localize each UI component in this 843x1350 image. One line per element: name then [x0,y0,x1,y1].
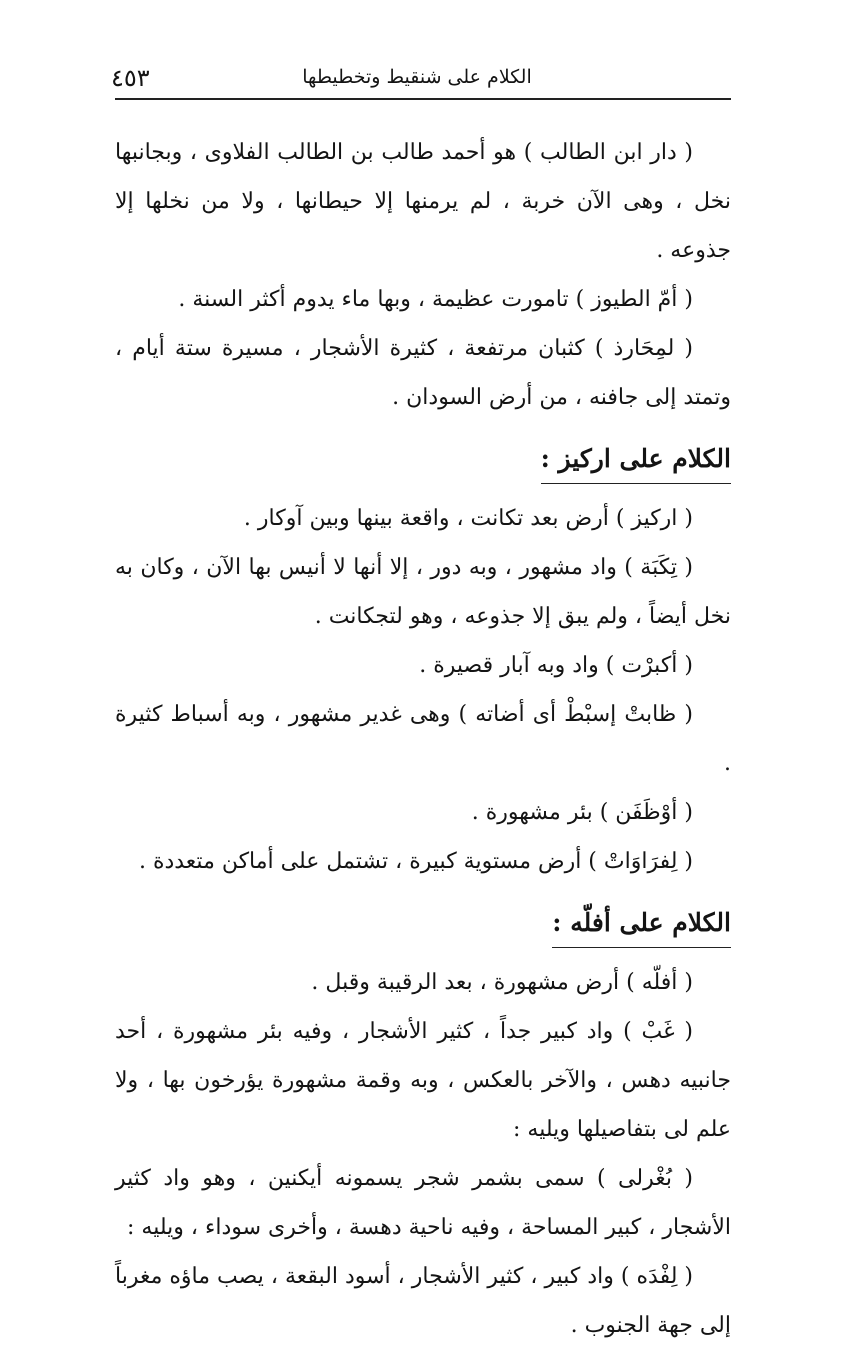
intro-block [115,128,731,422]
section-heading: الكلام على أفلّه : [552,901,731,948]
paragraph: ( غَبْ ) واد كبير جداً ، كثير الأشجار ، وفيه بئر مشهورة ، أحد جانبيه دهس ، والآخر بالعكس ، وبه وقمة مشهورة يؤرخون بها ، ولا علم لى بتفاصيلها ويليه : [115,1019,731,1142]
section-heading: الكلام على اركيز : [541,437,731,484]
paragraph: ( أوْظَفَن ) بئر مشهورة . [471,800,693,825]
section-arkiz [115,436,731,886]
paragraph: ( أفلّه ) أرض مشهورة ، بعد الرقيبة وقبل . [311,970,693,995]
paragraph: ( لِفرَاوَاتْ ) أرض مستوية كبيرة ، تشتمل على أماكن متعددة . [138,849,693,874]
header-rule [115,98,731,100]
paragraph: ( دار ابن الطالب ) هو أحمد طالب بن الطالب الفلاوى ، وبجانبها نخل ، وهى الآن خربة ، لم يرمنها إلا حيطانها ، ولا من نخلها إلا جذوعه . [115,140,731,263]
section-afalla [115,900,731,1350]
paragraph: ( بُغْرلى ) سمى بشمر شجر يسمونه أيكنين ، وهو واد كثير الأشجار ، كبير المساحة ، وفيه ناحية دهسة ، وأخرى سوداء ، ويليه : [115,1166,731,1240]
paragraph: ( اركيز ) أرض بعد تكانت ، واقعة بينها وبين آوكار . [243,506,693,531]
paragraph: ( أكبرْت ) واد وبه آبار قصيرة . [419,653,693,678]
running-head [111,58,723,94]
page-number: ٤٥٣ [111,64,150,92]
running-title: الكلام على شنقيط وتخطيطها [302,66,532,88]
paragraph: ( تِكَبَة ) واد مشهور ، وبه دور ، إلا أنها لا أنيس بها الآن ، وكان به نخل أيضاً ، ولم يبق إلا جذوعه ، وهو لتجكانت . [115,555,731,629]
body-text [115,128,731,1350]
paragraph: ( لمِحَارذ ) كثبان مرتفعة ، كثيرة الأشجار ، مسيرة ستة أيام ، وتمتد إلى جافنه ، من أرض السودان . [115,336,731,410]
paragraph: ( لِفْدَه ) واد كبير ، كثير الأشجار ، أسود البقعة ، يصب ماؤه مغرباً إلى جهة الجنوب . [115,1264,731,1338]
paragraph: ( أمّ الطيوز ) تامورت عظيمة ، وبها ماء يدوم أكثر السنة . [178,287,693,312]
paragraph: ( ظابتْ إسبْطْ أى أضاته ) وهى غدير مشهور ، وبه أسباط كثيرة . [115,702,731,776]
